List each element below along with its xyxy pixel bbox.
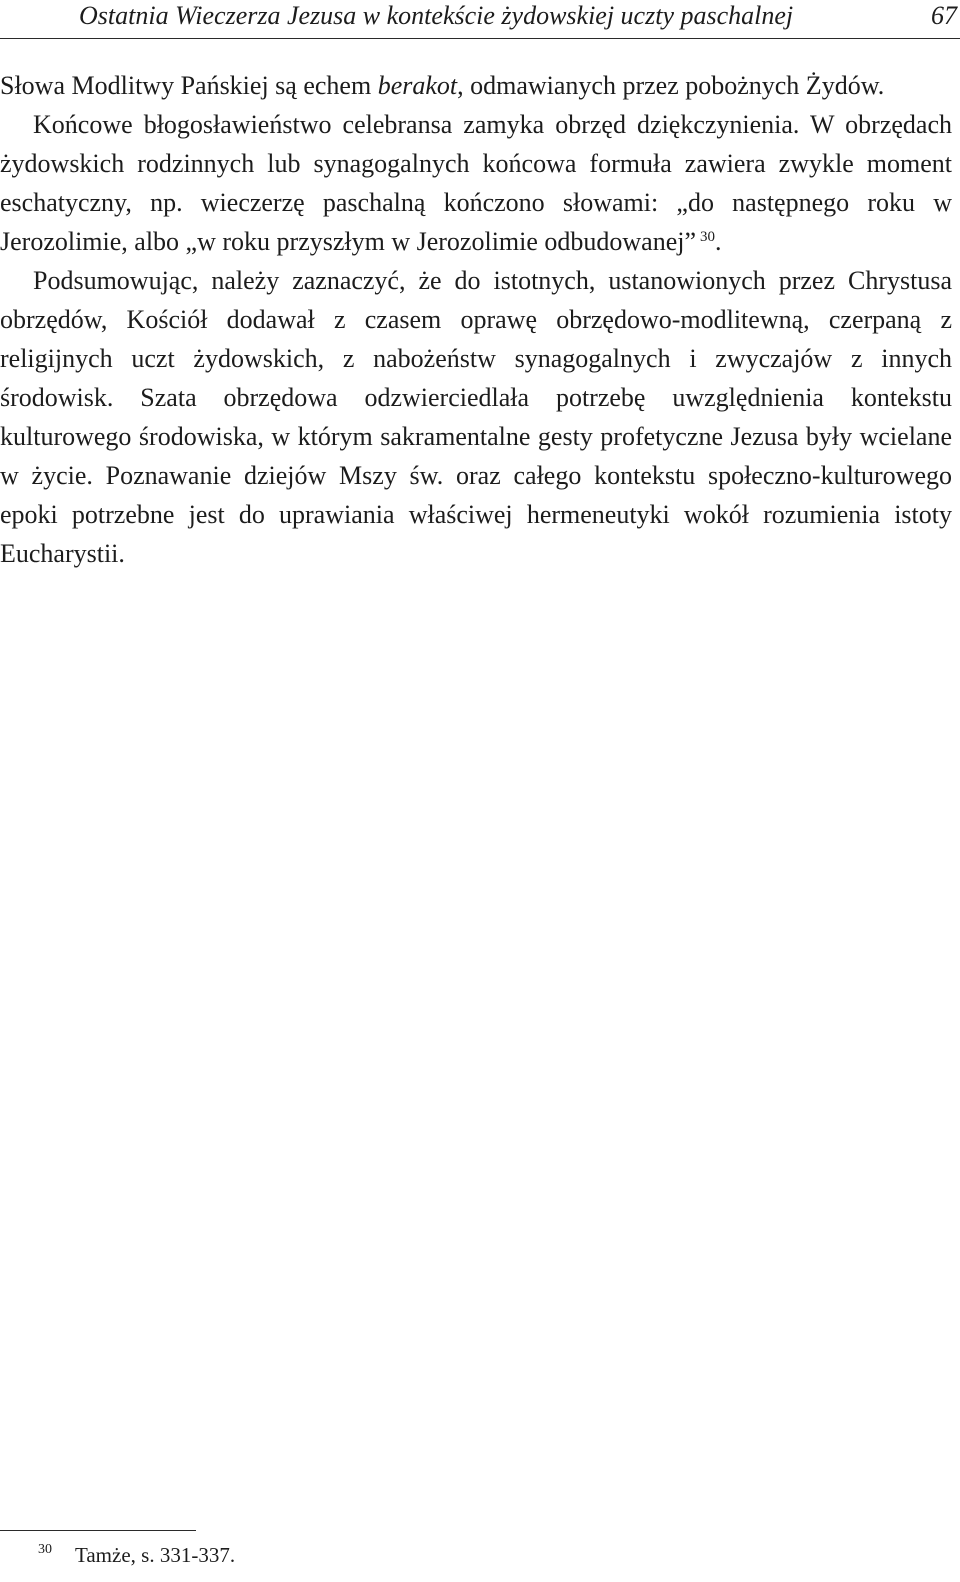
paragraph-3-text: Podsumowując, należy zaznaczyć, że do istotnych, ustanowionych przez Chrystusa obrzędów, Kościół dodawał z czasem oprawę obrzędowo-modlitewną, czerpaną z religijnych uczt żydowskich, z nabożeństw synagogalnych i zwyczajów z innych środowisk. Szata obrzędowa odzwierciedlała potrzebę uwzględnienia kontekstu kulturowego środowiska, w którym sakramentalne gesty profetyczne Jezusa były wcielane w życie. Poznawanie dziejów Mszy św. oraz całego kontekstu społeczno-kulturowego epoki potrzebne jest do uprawiania właściwej hermeneutyki wokół rozumienia istoty Eucharystii.: [0, 266, 952, 568]
running-header: [0, 0, 960, 39]
paragraph-2: [0, 105, 952, 261]
paragraph-2-text: Końcowe błogosławieństwo celebransa zamyka obrzęd dziękczynienia. W obrzędach żydowskich rodzinnych lub synagogalnych końcowa formuła zawiera zwykle moment eschatyczny, np. wieczerzę paschalną kończono słowami: „do następnego roku w Jerozolimie, albo „w roku przyszłym w Jerozolimie odbudowanej”: [0, 110, 952, 256]
body-text: [0, 66, 952, 573]
paragraph-1-text-end: , odmawianych przez pobożnych Żydów.: [457, 71, 885, 100]
footnote-text: Tamże, s. 331-337.: [75, 1543, 236, 1567]
paragraph-1: [0, 66, 952, 105]
footnote-reference: 30: [700, 229, 716, 245]
paragraph-3: [0, 261, 952, 573]
footnote-separator: [0, 1530, 196, 1531]
italic-term-berakot: berakot: [377, 71, 458, 100]
paragraph-1-text-start: Słowa Modlitwy Pańskiej są echem: [0, 71, 378, 100]
paragraph-2-end: .: [715, 227, 722, 256]
footnote-marker: 30: [38, 1542, 52, 1557]
footnote: [0, 1539, 236, 1575]
page-number: 67: [931, 1, 957, 30]
running-title: Ostatnia Wieczerza Jezusa w kontekście żydowskiej uczty paschalnej: [79, 1, 794, 30]
